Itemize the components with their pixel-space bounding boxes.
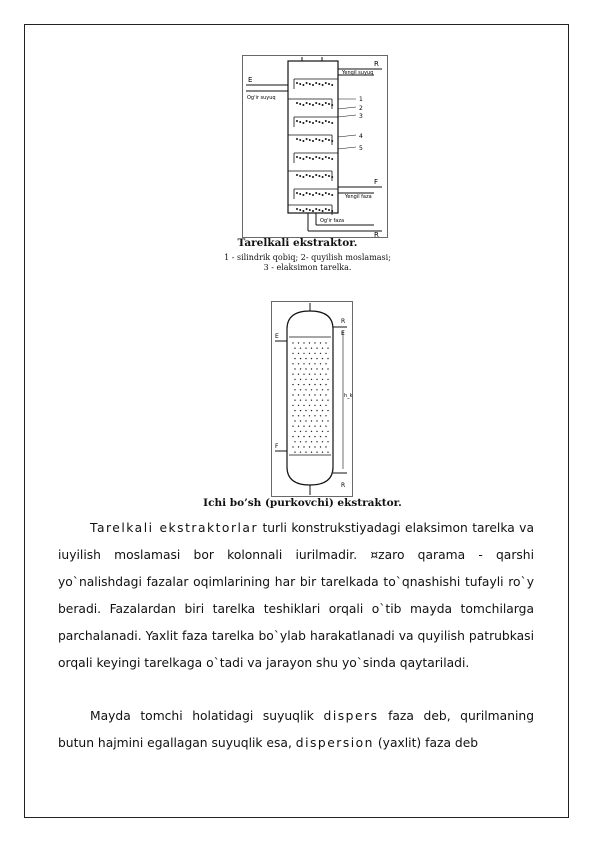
droplet	[322, 194, 323, 195]
spray-droplet	[292, 436, 293, 437]
spray-droplet	[305, 358, 306, 359]
spray-droplet	[311, 420, 312, 421]
droplet	[332, 84, 333, 85]
droplet	[303, 140, 304, 141]
spray-droplet	[298, 426, 299, 427]
spray-droplet	[292, 374, 293, 375]
fig1-num-1: 1	[359, 96, 363, 103]
spray-droplet	[292, 415, 293, 416]
fig1-label-inlet-top: Yengil suyuq	[342, 70, 374, 76]
fig2-label-left-bottom: F	[275, 443, 279, 450]
spray-droplet	[314, 415, 315, 416]
spray-droplet	[327, 441, 328, 442]
spray-droplet	[292, 353, 293, 354]
spray-droplet	[294, 400, 295, 401]
spray-droplet	[316, 368, 317, 369]
spray-droplet	[325, 436, 326, 437]
droplet	[303, 194, 304, 195]
spray-droplet	[292, 405, 293, 406]
spray-droplet	[325, 353, 326, 354]
spray-droplet	[311, 400, 312, 401]
spray-droplet	[327, 400, 328, 401]
spray-droplet	[316, 441, 317, 442]
spray-droplet	[325, 405, 326, 406]
spray-droplet	[300, 400, 301, 401]
spray-droplet	[309, 374, 310, 375]
droplet	[332, 194, 333, 195]
spray-droplet	[300, 379, 301, 380]
spray-droplet	[325, 426, 326, 427]
spray-droplet	[320, 446, 321, 447]
spray-droplet	[322, 441, 323, 442]
spray-droplet	[298, 353, 299, 354]
fig1-label-r-top: R	[374, 60, 379, 68]
droplet	[296, 138, 297, 139]
spray-droplet	[320, 426, 321, 427]
tray-extractor-diagram	[242, 55, 388, 238]
droplet	[328, 103, 329, 104]
droplet	[328, 193, 329, 194]
droplet	[312, 158, 313, 159]
spray-droplet	[314, 353, 315, 354]
spray-droplet	[311, 348, 312, 349]
droplet	[309, 157, 310, 158]
spray-droplet	[294, 389, 295, 390]
droplet	[300, 209, 301, 210]
paragraph2-text1: Mayda tomchi holatidagi suyuqlik	[90, 709, 324, 723]
droplet	[332, 140, 333, 141]
figure2-title: Ichi bo’sh (purkovchi) ekstraktor.	[203, 497, 402, 509]
spray-droplet	[311, 441, 312, 442]
spray-droplet	[314, 436, 315, 437]
spray-droplet	[320, 363, 321, 364]
spray-droplet	[298, 374, 299, 375]
droplet	[316, 156, 317, 157]
spray-droplet	[327, 410, 328, 411]
spray-droplet	[300, 389, 301, 390]
spray-droplet	[316, 358, 317, 359]
spray-droplet	[309, 436, 310, 437]
droplet	[312, 84, 313, 85]
droplet	[325, 208, 326, 209]
spray-droplet	[298, 342, 299, 343]
paragraph1-text: turli konstrukstiyadagi elaksimon tarelka va iuyilish moslamasi bor kolonnali iurilmadir. ¤zaro qarama - qarshi yo`nalishdagi fazalar oqimlarining har bir tarelkada to`qnashishi tufayli ro`y beradi. Fazalardan biri tarelka teshiklari orqali o`tib mayda tomchilarga parchalanadi. Yaxlit faza tarelka bo`ylab harakatlanadi va quyilish patrubkasi orqali keyingi tarelkaga o`tadi va jarayon shu yo`sinda qaytariladi.	[58, 521, 534, 670]
droplet	[332, 210, 333, 211]
spray-droplet	[303, 446, 304, 447]
spray-droplet	[311, 368, 312, 369]
term-tray-extractors: Tarelkali ekstraktorlar	[90, 521, 259, 535]
fig1-label-f: F	[374, 178, 379, 186]
spray-droplet	[294, 431, 295, 432]
spray-droplet	[320, 415, 321, 416]
droplet	[309, 139, 310, 140]
figure1-caption-line1: 1 - silindrik qobiq; 2- quyilish moslamasi;	[224, 253, 391, 262]
fig1-num-2: 2	[359, 105, 363, 112]
spray-droplet	[294, 420, 295, 421]
spray-droplet	[322, 358, 323, 359]
fig1-label-e: E	[248, 76, 253, 84]
droplet	[309, 193, 310, 194]
spray-droplet	[322, 431, 323, 432]
spray-extractor-figure	[271, 301, 353, 497]
droplet	[319, 209, 320, 210]
droplet	[325, 156, 326, 157]
spray-droplet	[303, 415, 304, 416]
droplet	[332, 158, 333, 159]
spray-droplet	[327, 348, 328, 349]
spray-droplet	[316, 400, 317, 401]
spray-droplet	[314, 363, 315, 364]
spray-droplet	[320, 405, 321, 406]
spray-droplet	[316, 389, 317, 390]
spray-droplet	[314, 405, 315, 406]
spray-droplet	[300, 368, 301, 369]
fig1-num-3: 3	[359, 113, 363, 120]
paragraph2-text2: faza deb, qurilmaning butun hajmini egallagan suyuqlik esa,	[58, 709, 534, 750]
spray-droplet	[322, 420, 323, 421]
spray-droplet	[305, 368, 306, 369]
spray-droplet	[292, 384, 293, 385]
spray-droplet	[298, 394, 299, 395]
spray-droplet	[309, 426, 310, 427]
spray-droplet	[294, 368, 295, 369]
spray-droplet	[322, 410, 323, 411]
fig1-label-inlet-left: Og'ir suyuq	[247, 95, 276, 101]
spray-droplet	[311, 452, 312, 453]
spray-droplet	[316, 431, 317, 432]
spray-droplet	[303, 384, 304, 385]
droplet	[303, 104, 304, 105]
spray-droplet	[303, 363, 304, 364]
fig1-num-4: 4	[359, 133, 363, 140]
spray-droplet	[309, 405, 310, 406]
droplet	[328, 209, 329, 210]
spray-droplet	[309, 394, 310, 395]
droplet	[309, 209, 310, 210]
droplet	[328, 175, 329, 176]
droplet	[332, 122, 333, 123]
spray-droplet	[309, 384, 310, 385]
droplet	[322, 210, 323, 211]
spray-droplet	[294, 379, 295, 380]
droplet	[306, 120, 307, 121]
droplet	[322, 104, 323, 105]
fig2-label-right-mid: h_k	[344, 393, 353, 399]
spray-droplet	[314, 394, 315, 395]
spray-droplet	[292, 446, 293, 447]
spray-droplet	[309, 363, 310, 364]
spray-droplet	[294, 441, 295, 442]
droplet	[325, 192, 326, 193]
droplet	[312, 122, 313, 123]
spray-droplet	[327, 368, 328, 369]
spray-droplet	[322, 379, 323, 380]
droplet	[312, 194, 313, 195]
spray-droplet	[298, 363, 299, 364]
spray-droplet	[325, 384, 326, 385]
spray-droplet	[320, 342, 321, 343]
fig1-label-r-bottom: R	[374, 231, 379, 238]
figure1-caption-line2: 3 - elaksimon tarelka.	[263, 263, 352, 272]
droplet	[300, 157, 301, 158]
spray-droplet	[322, 389, 323, 390]
spray-droplet	[320, 436, 321, 437]
spray-droplet	[305, 400, 306, 401]
spray-droplet	[325, 446, 326, 447]
spray-droplet	[303, 394, 304, 395]
droplet	[325, 120, 326, 121]
droplet	[303, 122, 304, 123]
droplet	[312, 210, 313, 211]
spray-droplet	[292, 363, 293, 364]
spray-droplet	[298, 405, 299, 406]
spray-droplet	[305, 452, 306, 453]
droplet	[309, 103, 310, 104]
droplet	[322, 176, 323, 177]
droplet	[316, 102, 317, 103]
spray-droplet	[320, 384, 321, 385]
spray-droplet	[294, 410, 295, 411]
droplet	[319, 193, 320, 194]
spray-droplet	[314, 446, 315, 447]
spray-droplet	[300, 348, 301, 349]
spray-droplet	[316, 452, 317, 453]
droplet	[306, 102, 307, 103]
spray-extractor-diagram	[271, 301, 353, 497]
spray-droplet	[327, 358, 328, 359]
spray-droplet	[327, 452, 328, 453]
spray-droplet	[325, 363, 326, 364]
droplet	[316, 138, 317, 139]
spray-droplet	[311, 431, 312, 432]
droplet	[296, 174, 297, 175]
spray-droplet	[298, 446, 299, 447]
droplet	[309, 175, 310, 176]
spray-droplet	[305, 379, 306, 380]
droplet	[300, 83, 301, 84]
droplet	[325, 138, 326, 139]
droplet	[322, 122, 323, 123]
droplet	[303, 176, 304, 177]
spray-droplet	[305, 410, 306, 411]
spray-droplet	[311, 379, 312, 380]
term-dispers: dispers	[323, 709, 379, 723]
spray-droplet	[309, 353, 310, 354]
droplet	[316, 82, 317, 83]
droplet	[300, 175, 301, 176]
droplet	[303, 158, 304, 159]
spray-droplet	[300, 410, 301, 411]
spray-droplet	[292, 342, 293, 343]
spray-droplet	[305, 441, 306, 442]
spray-droplet	[316, 420, 317, 421]
spray-droplet	[325, 415, 326, 416]
droplet	[325, 174, 326, 175]
fig2-label-bottom-right: R	[341, 482, 346, 489]
spray-droplet	[303, 426, 304, 427]
spray-droplet	[314, 342, 315, 343]
spray-droplet	[320, 394, 321, 395]
droplet	[328, 121, 329, 122]
fig1-num-5: 5	[359, 145, 363, 152]
droplet	[322, 84, 323, 85]
droplet	[306, 192, 307, 193]
spray-droplet	[311, 358, 312, 359]
droplet	[325, 82, 326, 83]
droplet	[309, 121, 310, 122]
spray-droplet	[303, 405, 304, 406]
spray-droplet	[314, 384, 315, 385]
spray-droplet	[298, 436, 299, 437]
droplet	[309, 83, 310, 84]
spray-droplet	[314, 374, 315, 375]
spray-droplet	[327, 431, 328, 432]
droplet	[312, 176, 313, 177]
droplet	[319, 121, 320, 122]
spray-droplet	[325, 394, 326, 395]
droplet	[296, 102, 297, 103]
droplet	[332, 176, 333, 177]
spray-droplet	[320, 353, 321, 354]
spray-droplet	[300, 420, 301, 421]
droplet	[306, 82, 307, 83]
spray-droplet	[322, 368, 323, 369]
droplet	[303, 210, 304, 211]
droplet	[328, 157, 329, 158]
spray-droplet	[309, 415, 310, 416]
spray-droplet	[311, 410, 312, 411]
spray-droplet	[316, 348, 317, 349]
droplet	[328, 139, 329, 140]
droplet	[319, 175, 320, 176]
droplet	[306, 156, 307, 157]
droplet	[300, 139, 301, 140]
spray-droplet	[298, 384, 299, 385]
spray-droplet	[314, 426, 315, 427]
spray-droplet	[322, 452, 323, 453]
droplet	[316, 192, 317, 193]
droplet	[312, 104, 313, 105]
spray-droplet	[294, 452, 295, 453]
spray-droplet	[292, 394, 293, 395]
droplet	[319, 103, 320, 104]
droplet	[300, 193, 301, 194]
droplet	[325, 102, 326, 103]
spray-droplet	[305, 389, 306, 390]
droplet	[300, 103, 301, 104]
spray-droplet	[294, 358, 295, 359]
spray-droplet	[300, 358, 301, 359]
droplet	[319, 139, 320, 140]
droplet	[319, 83, 320, 84]
droplet	[319, 157, 320, 158]
droplet	[322, 158, 323, 159]
spray-droplet	[320, 374, 321, 375]
droplet	[316, 120, 317, 121]
droplet	[328, 83, 329, 84]
spray-droplet	[311, 389, 312, 390]
spray-droplet	[305, 348, 306, 349]
spray-droplet	[300, 452, 301, 453]
spray-droplet	[309, 446, 310, 447]
spray-droplet	[327, 389, 328, 390]
fig2-label-top-a: R	[341, 318, 346, 325]
spray-droplet	[305, 420, 306, 421]
fig1-label-inlet-right: Yengil faza	[345, 194, 372, 200]
spray-droplet	[327, 379, 328, 380]
spray-droplet	[316, 410, 317, 411]
droplet	[296, 156, 297, 157]
droplet	[322, 140, 323, 141]
spray-droplet	[322, 348, 323, 349]
droplet	[296, 82, 297, 83]
spray-droplet	[316, 379, 317, 380]
droplet	[316, 174, 317, 175]
droplet	[303, 84, 304, 85]
fig2-label-top-b: E	[341, 330, 345, 337]
paragraph2-text3: (yaxlit) faza deb	[373, 736, 479, 750]
droplet	[306, 138, 307, 139]
spray-droplet	[294, 348, 295, 349]
droplet	[306, 208, 307, 209]
paragraph-tray-extractors	[58, 515, 534, 677]
spray-droplet	[325, 342, 326, 343]
spray-droplet	[309, 342, 310, 343]
term-dispersion: dispersion	[295, 736, 374, 750]
droplet	[332, 104, 333, 105]
droplet	[296, 208, 297, 209]
droplet	[296, 192, 297, 193]
droplet	[296, 120, 297, 121]
droplet	[306, 174, 307, 175]
spray-droplet	[303, 374, 304, 375]
spray-droplet	[327, 420, 328, 421]
tray-extractor-figure	[242, 55, 388, 238]
spray-droplet	[303, 353, 304, 354]
fig2-label-left-top: E	[275, 333, 279, 340]
droplet	[300, 121, 301, 122]
spray-droplet	[303, 342, 304, 343]
fig1-label-outlet: Og'ir faza	[320, 218, 345, 224]
droplet	[312, 140, 313, 141]
figure1-title: Tarelkali ekstraktor.	[237, 237, 358, 249]
spray-droplet	[292, 426, 293, 427]
droplet	[316, 208, 317, 209]
spray-droplet	[303, 436, 304, 437]
spray-droplet	[305, 431, 306, 432]
spray-droplet	[300, 441, 301, 442]
spray-droplet	[298, 415, 299, 416]
spray-droplet	[300, 431, 301, 432]
spray-droplet	[322, 400, 323, 401]
paragraph-dispersed-phase	[58, 703, 534, 757]
spray-droplet	[325, 374, 326, 375]
